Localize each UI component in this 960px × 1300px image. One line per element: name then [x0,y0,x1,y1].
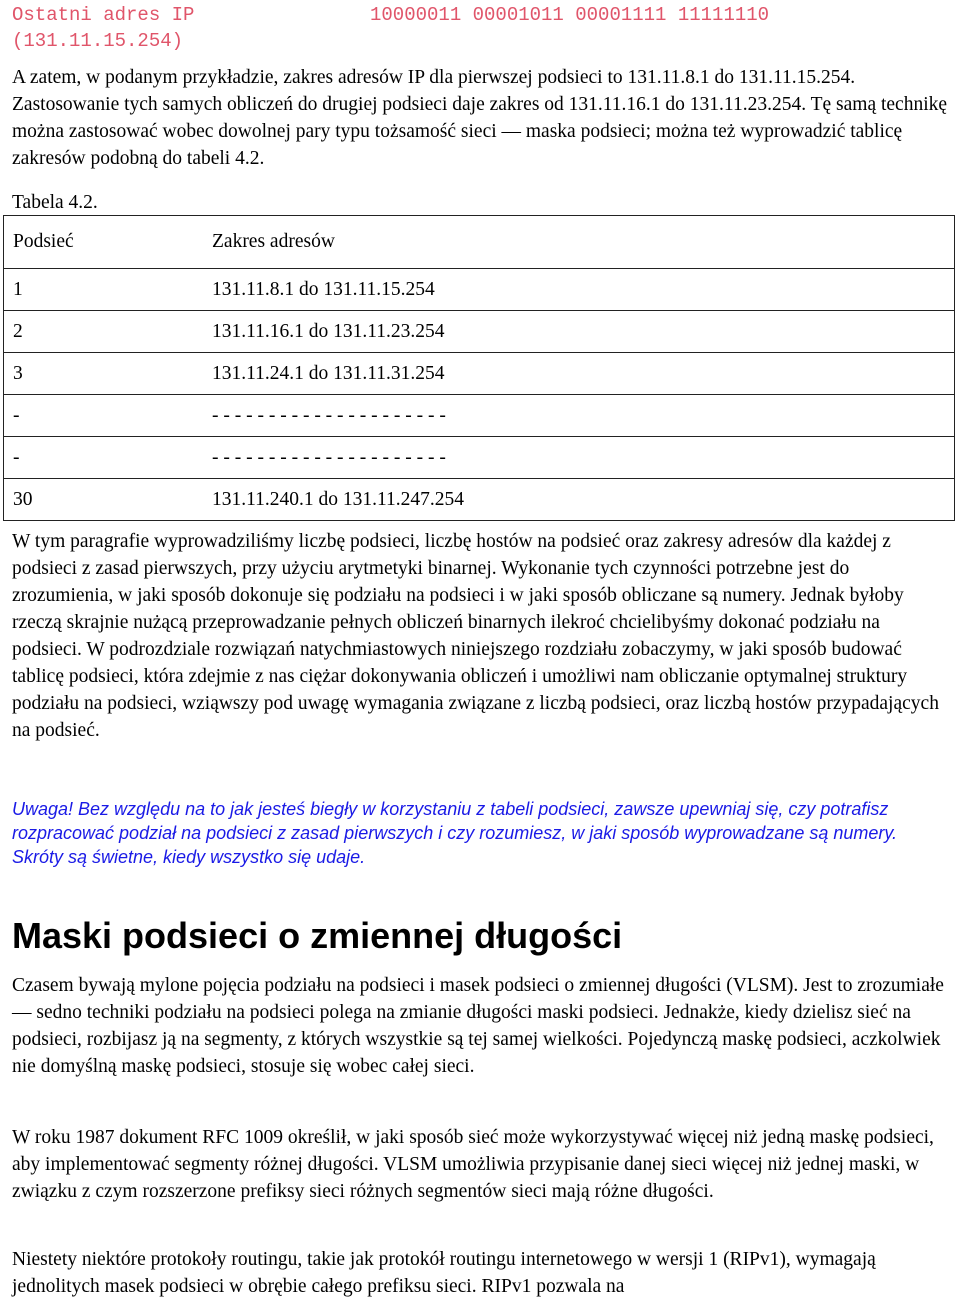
table-row [4,353,955,395]
vlsm-paragraph-3: Niestety niektóre protokoły routingu, takie jak protokół routingu internetowego w wersji 1 (RIPv1), wymagają jednolitych masek podsieci w obrębie całego prefiksu sieci. RIPv1 pozwala na [12,1249,876,1297]
subnet-cell: - [4,437,204,479]
subnet-cell: - [4,395,204,437]
subnet-range-table [3,215,955,521]
subnet-cell: 1 [4,269,204,311]
section-heading: Maski podsieci o zmiennej długości [12,915,623,956]
column-header-subnet: Podsieć [13,231,74,252]
subnet-cell: 30 [4,479,204,521]
summary-paragraph: W tym paragrafie wyprowadziliśmy liczbę podsieci, liczbę hostów na podsieć oraz zakresy adresów dla każdej z podsieci z zasad pierwszych, przy użyciu arytmetyki binarnej. Wykonanie tych czynności potrzebne jest do zrozumienia, w jaki sposób dokonuje się podziału na podsieci i w jaki sposób obliczane są numery. Jednak byłoby rzeczą skrajnie nużącą przeprowadzanie pełnych obliczeń binarnych ilekroć chcielibyśmy dokonać podziału na podsieci. W podrozdziale rozwiązań natychmiastowych niniejszego rozdziału zobaczymy, w jaki sposób budować tablicę podsieci, która zdejmie z nas ciężar dokonywania obliczeń i umożliwi nam obliczanie optymalnej struktury podziału na podsieci, wziąwszy pod uwagę wymagania związane z liczbą podsieci, oraz liczbą hostów przypadających na podsieć. [12,531,939,741]
range-cell: 131.11.16.1 do 131.11.23.254 [203,311,955,353]
table-row [4,269,955,311]
table-row [4,311,955,353]
warning-text: Bez względu na to jak jesteś biegły w korzystaniu z tabeli podsieci, zawsze upewniaj się, czy potrafisz rozpracować podział na podsieci z zasad pierwszych i czy rozumiesz, w jaki sposób wyprowadzane są numery. Skróty są świetne, kiedy wszystko się udaje. [12,799,898,867]
last-ip-label: Ostatni adres IP (131.11.15.254) [12,4,195,52]
table-header-row [4,216,955,269]
range-cell: 131.11.240.1 do 131.11.247.254 [203,479,955,521]
range-cell: - - - - - - - - - - - - - - - - - - - - - [203,437,955,479]
vlsm-paragraph-2: W roku 1987 dokument RFC 1009 określił, w jaki sposób sieć może wykorzystywać więcej niż jedną maskę podsieci, aby implementować segmenty różnej długości. VLSM umożliwia przypisanie danej sieci więcej niż jednej maski, w związku z czym rozszerzone prefiksy sieci różnych segmentów sieci mają różne długości. [12,1127,934,1202]
table-row [4,479,955,521]
subnet-cell: 2 [4,311,204,353]
warning-label: Uwaga! [12,799,74,819]
last-ip-binary: 10000011 00001011 00001111 11111110 [370,4,770,26]
table-row [4,437,955,479]
table-row [4,395,955,437]
subnet-cell: 3 [4,353,204,395]
vlsm-paragraph-1: Czasem bywają mylone pojęcia podziału na podsieci i masek podsieci o zmiennej długości (VLSM). Jest to zrozumiałe — sedno techniki podziału na podsieci polega na zmianie długości maski podsieci. Jednakże, kiedy dzielisz sieć na podsieci, rozbijasz ją na segmenty, z których wszystkie są tej samej wielkości. Pojedynczą maskę podsieci, aczkolwiek nie domyślną maskę podsieci, stosuje się wobec całej sieci. [12,975,944,1077]
intro-paragraph: A zatem, w podanym przykładzie, zakres adresów IP dla pierwszej podsieci to 131.11.8.1 do 131.11.15.254. Zastosowanie tych samych obliczeń do drugiej podsieci daje zakres od 131.11.16.1 do 131.11.23.254. Tę samą technikę można zastosować wobec dowolnej pary typu tożsamość sieci — maska podsieci; można też wyprowadzić tablicę zakresów podobną do tabeli 4.2. [12,67,948,169]
column-header-range: Zakres adresów [212,231,335,252]
range-cell: 131.11.24.1 do 131.11.31.254 [203,353,955,395]
table-caption: Tabela 4.2. [12,192,98,213]
warning-note [12,797,932,869]
range-cell: 131.11.8.1 do 131.11.15.254 [203,269,955,311]
range-cell: - - - - - - - - - - - - - - - - - - - - - [203,395,955,437]
